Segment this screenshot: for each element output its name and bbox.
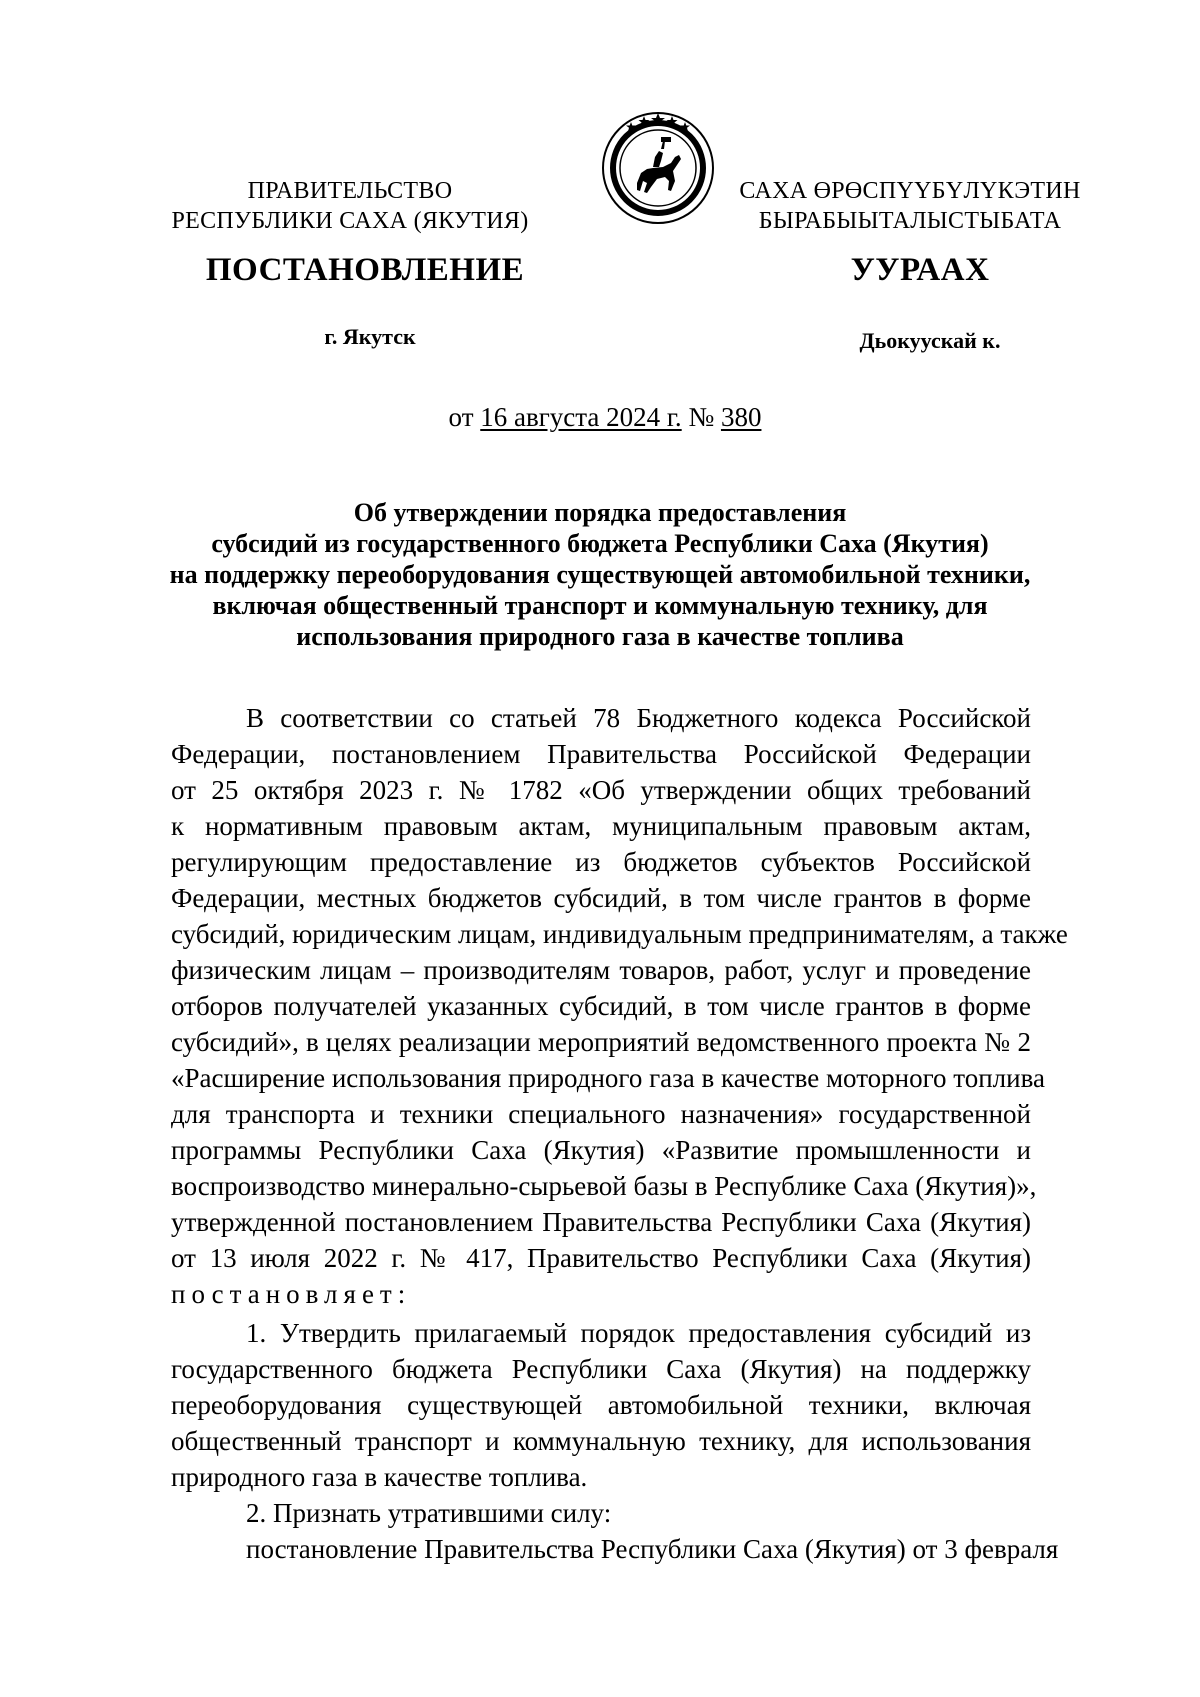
- city-sakha: Дьокуускай к.: [859, 328, 1001, 353]
- item2-sub-line: постановление Правительства Республики Саха (Якутия) от 3 февраля: [246, 1534, 1059, 1564]
- document-date-number: [170, 402, 1040, 433]
- resolves-word: постановляет:: [171, 1279, 412, 1309]
- item1-line: природного газа в качестве топлива.: [171, 1462, 588, 1492]
- heading-line: использования природного газа в качестве топлива: [296, 622, 904, 651]
- header-right-line1: САХА ӨРӨСПҮҮБҮЛҮКЭТИН: [739, 178, 1081, 204]
- body-line: «Расширение использования природного газа в качестве моторного топлива: [171, 1063, 1045, 1093]
- item1-line: 1. Утвердить прилагаемый порядок предоставления субсидий из: [246, 1318, 1031, 1348]
- body-line: регулирующим предоставление из бюджетов субъектов Российской: [171, 847, 1031, 877]
- header-left-line1: ПРАВИТЕЛЬСТВО: [247, 178, 453, 204]
- header-left-line2: РЕСПУБЛИКИ САХА (ЯКУТИЯ): [171, 208, 529, 234]
- heading-line: на поддержку переоборудования существующей автомобильной техники,: [169, 560, 1031, 589]
- body-line: для транспорта и техники специального назначения» государственной: [171, 1099, 1031, 1129]
- date-prefix: от: [448, 402, 474, 432]
- body-line: утвержденной постановлением Правительства Республики Саха (Якутия): [171, 1207, 1031, 1237]
- body-line: Федерации, постановлением Правительства Российской Федерации: [171, 739, 1031, 769]
- preamble-paragraph: [171, 700, 1068, 1312]
- number-sign: №: [688, 402, 715, 432]
- document-number: 380: [720, 402, 762, 432]
- body-line: отборов получателей указанных субсидий, в том числе грантов в форме: [171, 991, 1031, 1021]
- document-heading: [160, 497, 1040, 652]
- resolution-items: [171, 1315, 1059, 1567]
- government-name-sakha: [700, 176, 1120, 236]
- body-line: субсидий», в целях реализации мероприятий ведомственного проекта № 2: [171, 1027, 1031, 1057]
- body-line: к нормативным правовым актам, муниципальным правовым актам,: [171, 811, 1031, 841]
- heading-line: субсидий из государственного бюджета Республики Саха (Якутия): [211, 529, 989, 558]
- city-russian: г. Якутск: [324, 324, 416, 349]
- item1-line: переоборудования существующей автомобильной техники, включая: [171, 1390, 1031, 1420]
- sakha-republic-emblem-icon: [601, 111, 715, 225]
- body-line: В соответствии со статьей 78 Бюджетного кодекса Российской: [246, 703, 1031, 733]
- item2-line: 2. Признать утратившими силу:: [246, 1498, 612, 1528]
- body-line: программы Республики Саха (Якутия) «Развитие промышленности и: [171, 1135, 1031, 1165]
- body-line: субсидий, юридическим лицам, индивидуальным предпринимателям, а также: [171, 919, 1068, 949]
- government-name-russian: [150, 176, 550, 236]
- header-right-line2: БЫРАБЫЫТАЛЫСТЫБАТА: [758, 208, 1062, 234]
- body-line: от 13 июля 2022 г. № 417, Правительство Республики Саха (Якутия): [171, 1243, 1031, 1273]
- document-type-sakha: УУРААХ: [850, 252, 990, 288]
- body-line: воспроизводство минерально-сырьевой базы в Республике Саха (Якутия)»,: [171, 1171, 1037, 1201]
- document-type-russian: ПОСТАНОВЛЕНИЕ: [205, 252, 525, 288]
- heading-line: включая общественный транспорт и коммунальную технику, для: [212, 591, 988, 620]
- item1-line: общественный транспорт и коммунальную технику, для использования: [171, 1426, 1031, 1456]
- heading-line: Об утверждении порядка предоставления: [353, 498, 847, 527]
- body-line: от 25 октября 2023 г. № 1782 «Об утверждении общих требований: [171, 775, 1031, 805]
- body-line: физическим лицам – производителям товаров, работ, услуг и проведение: [171, 955, 1031, 985]
- body-line: Федерации, местных бюджетов субсидий, в том числе грантов в форме: [171, 883, 1031, 913]
- document-date: 16 августа 2024 г.: [480, 402, 682, 432]
- item1-line: государственного бюджета Республики Саха (Якутия) на поддержку: [171, 1354, 1031, 1384]
